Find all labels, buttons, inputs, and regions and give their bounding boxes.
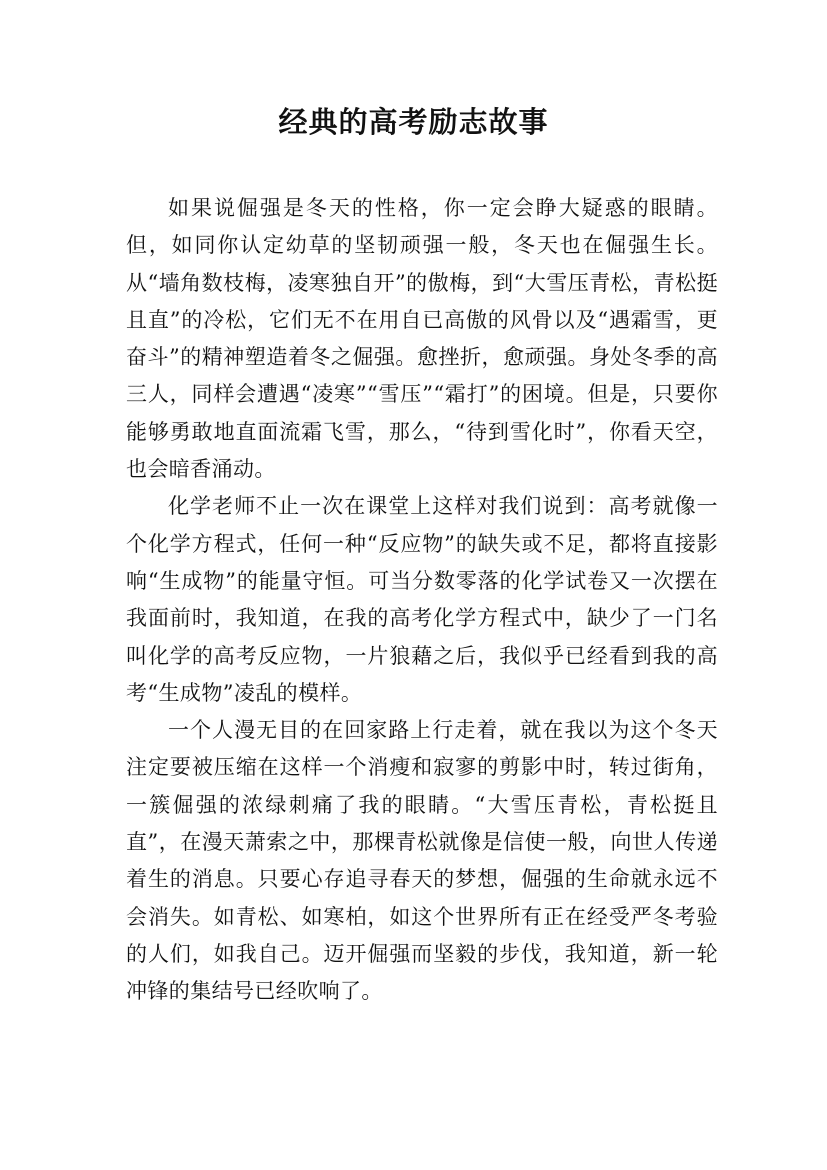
paragraph-1: 如果说倔强是冬天的性格，你一定会睁大疑惑的眼睛。但，如同你认定幼草的坚韧顽强一般，冬天也在倔强生长。从“墙角数枝梅，凌寒独自开”的傲梅，到“大雪压青松，青松挺且直”的冷松，它们无不在用自已高傲的风骨以及“遇霜雪，更奋斗”的精神塑造着冬之倔强。愈挫折，愈顽强。身处冬季的高三人，同样会遭遇“凌寒”“雪压”“霜打”的困境。但是，只要你能够勇敢地直面流霜飞雪，那么，“待到雪化时”，你看天空，也会暗香涌动。	[126, 196, 718, 482]
document-body	[126, 190, 718, 1011]
paragraph-3: 一个人漫无目的在回家路上行走着，就在我以为这个冬天注定要被压缩在这样一个消瘦和寂寥的剪影中时，转过街角，一簇倔强的浓绿刺痛了我的眼睛。“大雪压青松，青松挺且直”，在漫天萧索之中，那棵青松就像是信使一般，向世人传递着生的消息。只要心存追寻春天的梦想，倔强的生命就永远不会消失。如青松、如寒柏，如这个世界所有正在经受严冬考验的人们，如我自己。迈开倔强而坚毅的步伐，我知道，新一轮冲锋的集结号已经吹响了。	[126, 718, 718, 1004]
page-title: 经典的高考励志故事	[278, 105, 549, 139]
paragraph-2: 化学老师不止一次在课堂上这样对我们说到：高考就像一个化学方程式，任何一种“反应物”的缺失或不足，都将直接影响“生成物”的能量守恒。可当分数零落的化学试卷又一次摆在我面前时，我知道，在我的高考化学方程式中，缺少了一门名叫化学的高考反应物，一片狼藉之后，我似乎已经看到我的高考“生成物”凌乱的模样。	[126, 494, 718, 705]
